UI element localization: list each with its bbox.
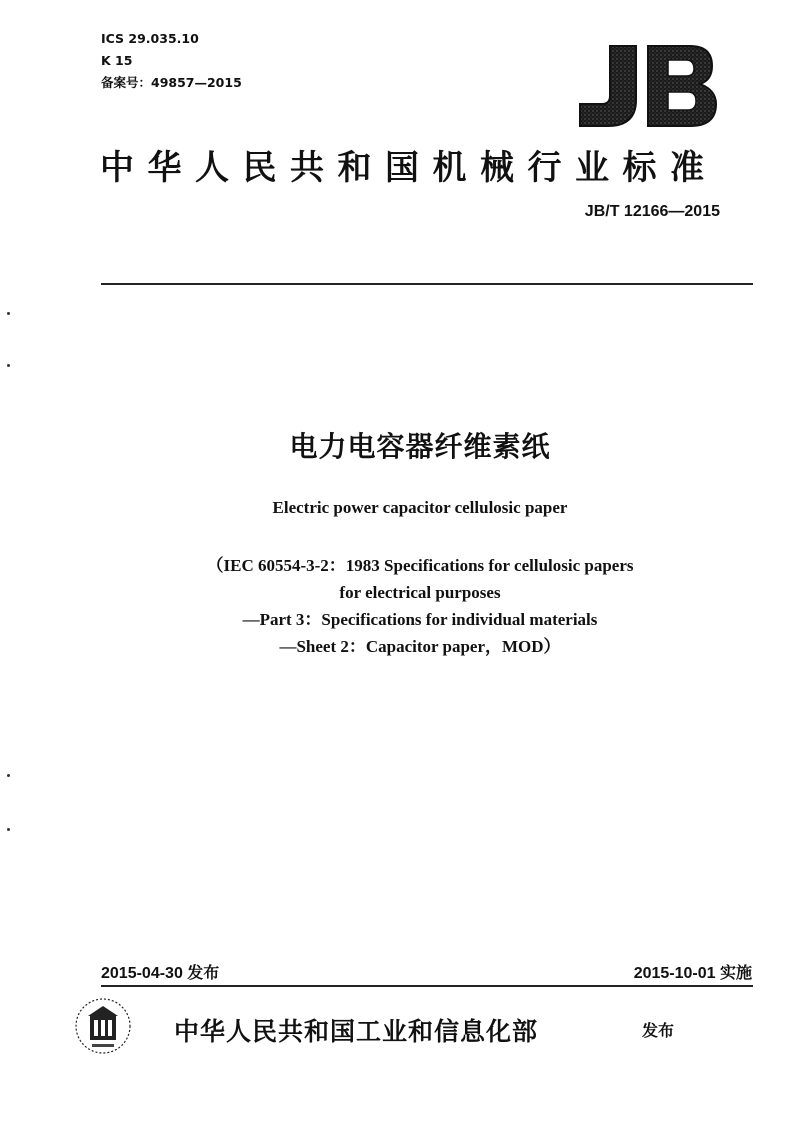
- ministry-seal-icon: [72, 994, 134, 1060]
- jb-logo: [572, 42, 720, 130]
- scan-speck: [7, 774, 10, 777]
- ics-code: ICS 29.035.10: [101, 31, 199, 46]
- iec-line: —Sheet 2：Capacitor paper，MOD）: [279, 637, 561, 656]
- scan-speck: [7, 364, 10, 367]
- iec-reference: [0, 552, 800, 660]
- industry-standard-heading: 中华人民共和国机械行业标准: [100, 148, 718, 188]
- scan-speck: [7, 828, 10, 831]
- publish-date: 2015-04-30 发布: [101, 965, 220, 982]
- classification-code: K 15: [101, 53, 133, 68]
- implement-date: 2015-10-01 实施: [633, 965, 752, 982]
- iec-line: —Part 3：Specifications for individual materials: [242, 610, 598, 629]
- english-title: Electric power capacitor cellulosic paper: [272, 498, 568, 517]
- iec-line: for electrical purposes: [339, 583, 501, 602]
- footer-divider: [101, 985, 753, 987]
- issue-label: 发布: [642, 1021, 675, 1040]
- record-number: 备案号：49857—2015: [101, 75, 242, 90]
- iec-line: （IEC 60554-3-2：1983 Specifications for cellulosic papers: [206, 556, 634, 575]
- header-divider: [101, 283, 753, 285]
- issuing-ministry: 中华人民共和国工业和信息化部: [174, 1017, 539, 1046]
- standard-number: JB/T 12166—2015: [584, 203, 720, 220]
- scan-speck: [7, 312, 10, 315]
- chinese-title: 电力电容器纤维素纸: [289, 430, 551, 463]
